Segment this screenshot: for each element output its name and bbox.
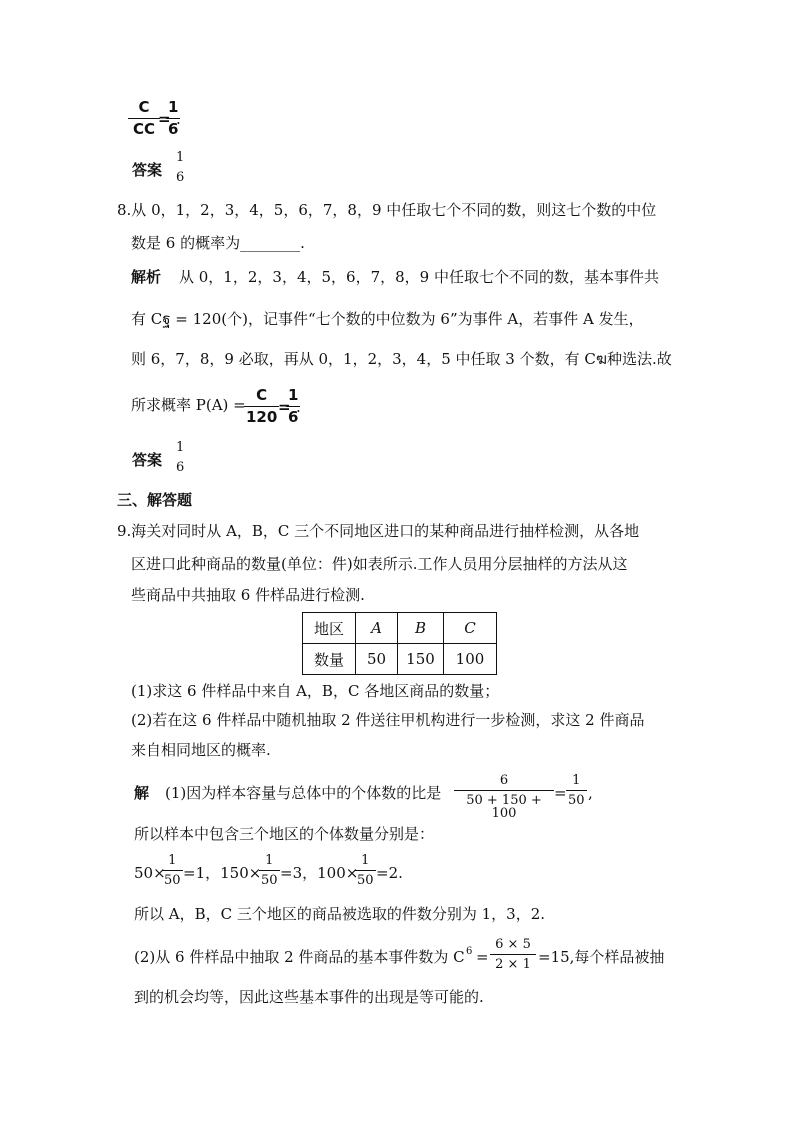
table-cell: 100 <box>444 644 497 675</box>
top-dot: . <box>176 110 181 128</box>
calc-b-result: =3，100× <box>280 864 359 882</box>
table-cell: 150 <box>398 644 444 675</box>
analysis-line-3: 则 6，7，8，9 必取，再从 0，1，2，3，4，5 中任取 3 个数，有 Cฆ种选法.故 <box>131 350 672 368</box>
probability-dot: . <box>296 398 301 416</box>
section-heading: 三、解答题 <box>117 491 193 509</box>
solution-line-6: 到的机会均等，因此这些基本事件的出现是等可能的. <box>134 988 484 1006</box>
question-9-line-2: 区进口此种商品的数量(单位：件)如表所示.工作人员用分层抽样的方法从这 <box>131 555 628 573</box>
top-value-fraction: $\frac{1}{6}$ <box>168 98 179 138</box>
answer-label: 答案 <box>132 161 163 179</box>
question-8-line-1: 8.从 0，1，2，3，4，5，6，7，8，9 中任取七个不同的数，则这七个数的中位 <box>117 201 657 219</box>
analysis-line-4: 所求概率 P(A) = <box>131 396 246 414</box>
solution-line-2: 所以样本中包含三个地区的个体数量分别是： <box>134 825 435 843</box>
question-9-part-2-line-2: 来自相同地区的概率. <box>131 741 271 759</box>
question-9-part-1: (1)求这 6 件样品中来自 A，B，C 各地区商品的数量； <box>131 682 500 700</box>
table-row <box>303 613 497 644</box>
ratio-value: $\frac{1}{50}$ <box>568 773 585 808</box>
question-8-line-2: 数是 6 的概率为________. <box>131 234 305 252</box>
combination-fraction: $\frac{6 \times 5}{2 \times 1}$ <box>490 938 536 971</box>
calc-c-result: =2. <box>376 864 403 882</box>
combination-superscript: 6 <box>466 946 473 957</box>
solution-label: 解 <box>134 784 150 802</box>
combination-equals: = <box>476 948 489 966</box>
analysis-line-2: 有 Cฐ = 120(个)，记事件“七个数的中位数为 6”为事件 A，若事件 A 发生， <box>131 310 644 328</box>
solution-line-5: (2)从 6 件样品中抽取 2 件商品的基本事件数为 C <box>134 948 465 966</box>
probability-value: $\frac{1}{6}$ <box>288 386 299 426</box>
calc-c-fraction: $\frac{1}{50}$ <box>357 853 374 888</box>
top-equals: = <box>158 110 171 128</box>
ratio-comma: , <box>588 784 593 802</box>
question-9-part-2-line-1: (2)若在这 6 件样品中随机抽取 2 件送往甲机构进行一步检测，求这 2 件商品 <box>131 711 645 729</box>
solution-line-1: (1)因为样本容量与总体中的个体数的比是 <box>165 784 442 802</box>
answer-fraction: $\frac{1}{6}$ <box>176 150 185 185</box>
question-9-line-1: 9.海关对同时从 A，B，C 三个不同地区进口的某种商品进行抽样检测，从各地 <box>117 522 640 540</box>
probability-equals: = <box>278 398 291 416</box>
answer-fraction-2: $\frac{1}{6}$ <box>176 440 185 475</box>
table-cell: 地区 <box>303 613 356 644</box>
table-cell: C <box>444 613 497 644</box>
calc-a-result: =1，150× <box>183 864 262 882</box>
analysis-line-1: 从 0，1，2，3，4，5，6，7，8，9 中任取七个不同的数，基本事件共 <box>179 268 659 286</box>
table-cell: A <box>356 613 398 644</box>
table-cell: 50 <box>356 644 398 675</box>
table-cell: B <box>398 613 444 644</box>
probability-fraction: $\frac{C}{120}$ <box>246 386 278 426</box>
region-quantity-table <box>302 612 497 675</box>
combination-result: =15,每个样品被抽 <box>538 948 665 966</box>
table-cell: 数量 <box>303 644 356 675</box>
ratio-equals: = <box>554 784 567 802</box>
top-fraction: $\frac{C}{CC}$ <box>128 100 160 137</box>
calc-a: 50× <box>134 864 166 882</box>
question-9-line-3: 些商品中共抽取 6 件样品进行检测. <box>131 586 365 604</box>
solution-line-4: 所以 A，B，C 三个地区的商品被选取的件数分别为 1，3，2. <box>134 905 546 923</box>
answer-label-2: 答案 <box>132 451 163 469</box>
analysis-label: 解析 <box>131 268 162 286</box>
calc-b-fraction: $\frac{1}{50}$ <box>261 853 278 888</box>
calc-a-fraction: $\frac{1}{50}$ <box>164 853 181 888</box>
ratio-fraction: $\frac{6}{50 + 150 + 100}$ <box>454 774 554 820</box>
table-row <box>303 644 497 675</box>
